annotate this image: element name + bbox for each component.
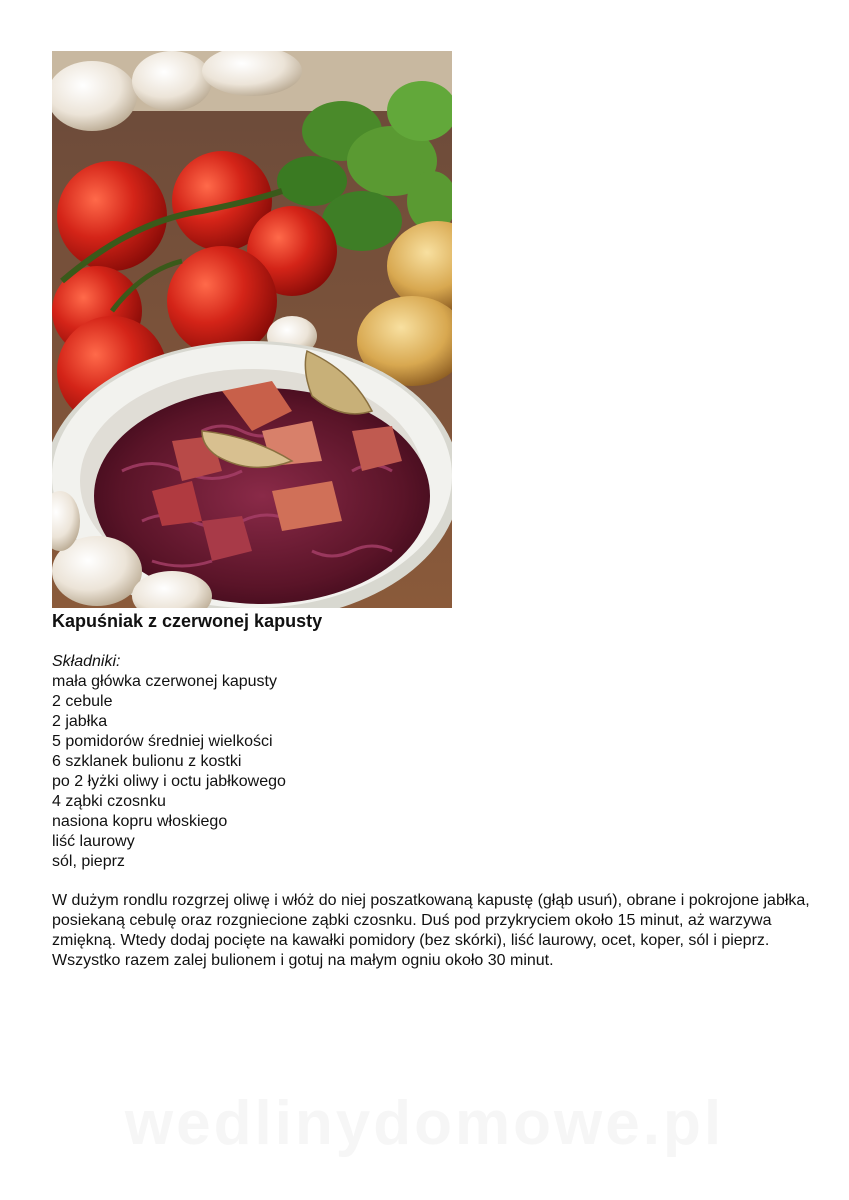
ingredient-item: sól, pieprz bbox=[52, 853, 125, 870]
ingredient-item: nasiona kopru włoskiego bbox=[52, 813, 228, 830]
ingredient-item: 2 jabłka bbox=[52, 713, 108, 730]
ingredient-item: 6 szklanek bulionu z kostki bbox=[52, 753, 242, 770]
ingredient-item: 2 cebule bbox=[52, 693, 113, 710]
recipe-title: Kapuśniak z czerwonej kapusty bbox=[52, 611, 323, 631]
ingredient-item: mała główka czerwonej kapusty bbox=[52, 673, 277, 690]
recipe-instructions: W dużym rondlu rozgrzej oliwę i włóż do niej poszatkowaną kapustę (głąb usuń), obrane i pokrojone jabłka, posiekaną cebulę oraz rozgniecione ząbki czosnku. Duś pod przykryciem około 15 minut, aż warzywa zmiękną. Wtedy dodaj pocięte na kawałki pomidory (bez skórki), liść laurowy, ocet, koper, sól i pieprz. Wszystko razem zalej bulionem i gotuj na małym ogniu około 30 minut. bbox=[52, 892, 810, 969]
soup-bowl-illustration bbox=[52, 51, 452, 608]
ingredient-item: po 2 łyżki oliwy i octu jabłkowego bbox=[52, 773, 286, 790]
ingredients-section bbox=[52, 652, 286, 872]
ingredients-label: Składniki: bbox=[52, 653, 121, 670]
ingredients-list bbox=[52, 672, 286, 872]
ingredient-item: 4 ząbki czosnku bbox=[52, 793, 166, 810]
ingredient-item: liść laurowy bbox=[52, 833, 135, 850]
recipe-photo bbox=[52, 51, 452, 608]
watermark-text: wedlinydomowe.pl bbox=[124, 1089, 725, 1158]
ingredient-item: 5 pomidorów średniej wielkości bbox=[52, 733, 273, 750]
